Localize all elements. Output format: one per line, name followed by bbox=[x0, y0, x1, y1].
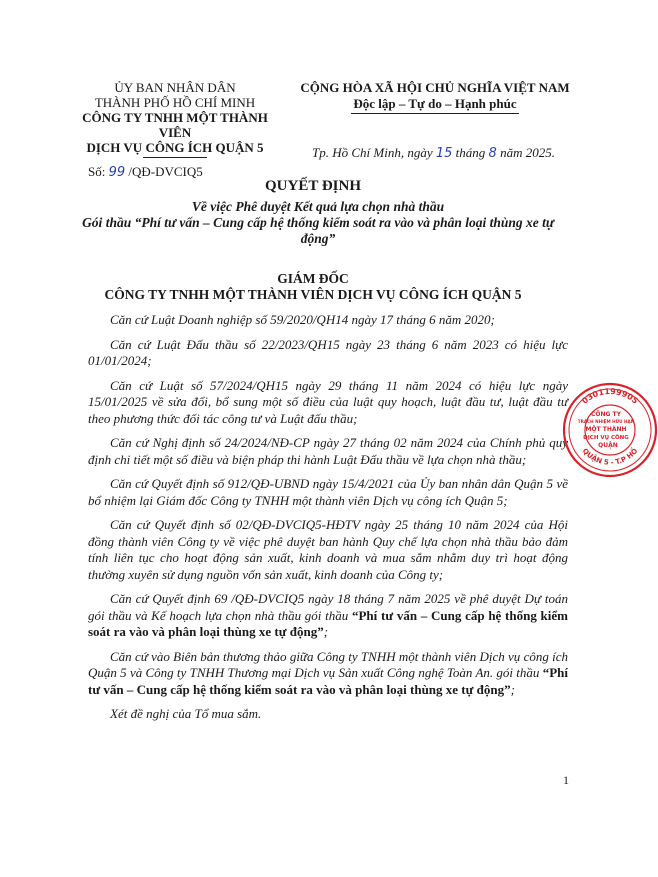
date-line bbox=[312, 145, 572, 161]
paragraph-text: Căn cứ Quyết định 69 /QĐ-DVCIQ5 ngày 18 tháng 7 năm 2025 về phê duyệt Dự toán gói thầu và Kế hoạch lựa chọn nhà thầu gói thầu bbox=[88, 591, 568, 623]
org-line-1: ỦY BAN NHÂN DÂN bbox=[114, 80, 236, 95]
nation-name: CỘNG HÒA XÃ HỘI CHỦ NGHĨA VIỆT NAM bbox=[300, 80, 570, 95]
seal-line-5: QUẬN bbox=[598, 442, 618, 449]
paragraph: Căn cứ Quyết định số 912/QĐ-UBND ngày 15/4/2021 của Ủy ban nhân dân Quận 5 về bổ nhiệm lại Giám đốc Công ty TNHH một thành viên Dịch vụ công ích Quận 5; bbox=[88, 476, 568, 508]
package-name-bold: “Phí tư vấn – Cung cấp hệ thống kiểm soát ra vào và phân loại thùng xe tự động” bbox=[88, 607, 568, 639]
seal-line-1: CÔNG TY bbox=[591, 411, 621, 418]
date-day: 15 bbox=[435, 146, 453, 161]
number-suffix: /QĐ-DVCIQ5 bbox=[128, 164, 203, 179]
date-year: năm 2025. bbox=[500, 145, 555, 160]
document-title: QUYẾT ĐỊNH bbox=[265, 178, 361, 194]
paragraph-text: Căn cứ vào Biên bản thương thảo giữa Công ty TNHH một thành viên Dịch vụ công ích Quận 5 và Công ty TNHH Thương mại Dịch vụ Sản xuất Công nghệ Toàn An. gói thầu bbox=[88, 648, 568, 680]
number-value: 99 bbox=[108, 165, 126, 180]
date-month: 8 bbox=[488, 146, 497, 161]
date-prefix: Tp. Hồ Chí Minh, ngày bbox=[312, 145, 433, 160]
seal-line-2: TRÁCH NHIỆM HỮU HẠN bbox=[577, 419, 635, 424]
paragraph bbox=[88, 591, 568, 641]
director-line-2: CÔNG TY TNHH MỘT THÀNH VIÊN DỊCH VỤ CÔNG ÍCH QUẬN 5 bbox=[104, 287, 522, 302]
closing-line: Xét đề nghị của Tổ mua sắm. bbox=[110, 706, 262, 721]
org-line-2: THÀNH PHỐ HỒ CHÍ MINH bbox=[94, 95, 256, 110]
national-header-block bbox=[290, 80, 580, 114]
paragraph: Căn cứ Luật Đấu thầu số 22/2023/QH15 ngày 23 tháng 6 năm 2023 có hiệu lực 01/01/2024; bbox=[88, 336, 568, 368]
header-right-rule bbox=[351, 113, 519, 114]
paragraph bbox=[88, 649, 568, 699]
paragraph: Căn cứ Nghị định số 24/2024/NĐ-CP ngày 27 tháng 02 năm 2024 của Chính phủ quy định chi tiết một số điều và biện pháp thi hành Luật Đấu thầu về lựa chọn nhà thầu; bbox=[88, 435, 568, 467]
paragraph-end: ; bbox=[323, 624, 329, 639]
company-seal bbox=[562, 382, 658, 478]
paragraph: Căn cứ Quyết định số 02/QĐ-DVCIQ5-HĐTV ngày 25 tháng 10 năm 2024 của Hội đồng thành viên Công ty về việc phê duyệt ban hành Quy chế lựa chọn nhà thầu bảo đảm tính liên tục cho hoạt động sản xuất, kinh doanh và mua sắm nhằm duy trì hoạt động thường xuyên sử dụng nguồn vốn sản xuất, kinh doanh của Công ty; bbox=[88, 517, 568, 582]
date-month-label: tháng bbox=[455, 145, 486, 160]
header-left-rule bbox=[143, 157, 207, 158]
subject-line-1: Về việc Phê duyệt Kết quả lựa chọn nhà thầu bbox=[191, 199, 445, 214]
paragraph: Căn cứ Luật số 57/2024/QH15 ngày 29 tháng 11 năm 2024 có hiệu lực ngày 15/01/2025 về sửa đổi, bổ sung một số điều của luật quy hoạch, luật đầu tư, luật đầu tư theo phương thức đối tác công tư và Luật đấu thầu; bbox=[88, 377, 568, 426]
paragraph: Căn cứ Luật Doanh nghiệp số 59/2020/QH14 ngày 17 tháng 6 năm 2020; bbox=[110, 312, 495, 327]
document-body bbox=[88, 312, 568, 731]
seal-top-text: 0301199905 bbox=[580, 386, 640, 406]
company-line-1: CÔNG TY TNHH MỘT THÀNH VIÊN bbox=[82, 110, 268, 140]
number-label: Số: bbox=[88, 164, 106, 179]
paragraph-end: ; bbox=[510, 681, 515, 697]
page-number: 1 bbox=[563, 773, 569, 787]
subject-line-2: Gói thầu “Phí tư vấn – Cung cấp hệ thống kiểm soát ra vào và phân loại thùng xe tự động” bbox=[82, 215, 554, 246]
director-line-1: GIÁM ĐỐC bbox=[277, 271, 349, 286]
issuing-authority-block bbox=[70, 80, 280, 180]
package-name-bold: “Phí tư vấn – Cung cấp hệ thống kiểm soát ra vào và phân loại thùng xe tự động” bbox=[88, 665, 568, 697]
seal-line-4: DỊCH VỤ CÔNG bbox=[583, 435, 629, 441]
issuer-title bbox=[0, 271, 626, 303]
seal-bottom-text: QUẬN 5 - T.P HỒ bbox=[580, 447, 640, 467]
national-motto: Độc lập – Tự do – Hạnh phúc bbox=[353, 96, 517, 111]
document-subject bbox=[70, 199, 566, 247]
seal-line-3: MỘT THÀNH bbox=[585, 426, 627, 433]
company-line-2: DỊCH VỤ CÔNG ÍCH QUẬN 5 bbox=[86, 140, 264, 155]
